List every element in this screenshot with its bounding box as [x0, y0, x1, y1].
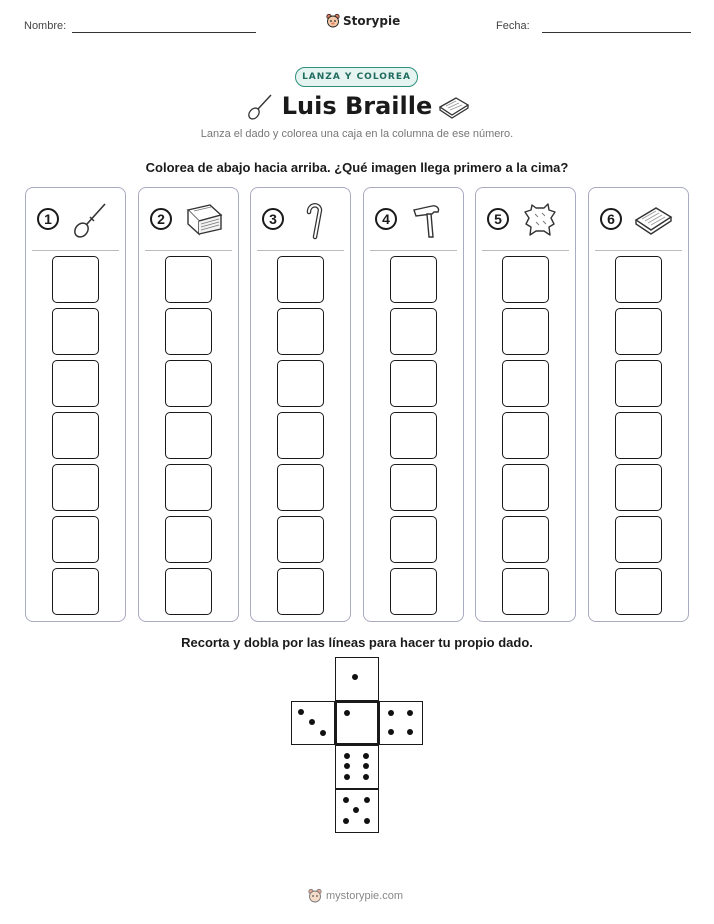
die-face-5 [335, 789, 379, 833]
pip [364, 797, 370, 803]
subtitle: Lanza el dado y colorea una caja en la columna de ese número. [200, 128, 514, 140]
color-box[interactable] [165, 360, 212, 407]
pip [388, 710, 394, 716]
pip [298, 709, 304, 715]
color-box[interactable] [615, 360, 662, 407]
pip [363, 753, 369, 759]
column-6 [588, 187, 689, 622]
pip [344, 763, 350, 769]
pip [352, 674, 358, 680]
die-face-4 [379, 701, 423, 745]
pip [344, 753, 350, 759]
column-number: 3 [262, 208, 284, 230]
color-box[interactable] [52, 360, 99, 407]
pip [343, 797, 349, 803]
color-box[interactable] [502, 568, 549, 615]
color-box[interactable] [502, 256, 549, 303]
name-line[interactable] [72, 32, 256, 33]
pip [407, 729, 413, 735]
column-separator [482, 250, 569, 251]
footer [308, 888, 403, 904]
pip [388, 729, 394, 735]
column-separator [370, 250, 457, 251]
column-separator [32, 250, 119, 251]
color-box[interactable] [165, 516, 212, 563]
color-box[interactable] [390, 360, 437, 407]
color-box[interactable] [277, 256, 324, 303]
color-box[interactable] [277, 412, 324, 459]
color-box[interactable] [615, 464, 662, 511]
column-2 [138, 187, 239, 622]
pip [407, 710, 413, 716]
color-box[interactable] [615, 412, 662, 459]
column-1 [25, 187, 126, 622]
column-separator [145, 250, 232, 251]
hammer-icon [408, 200, 448, 240]
color-box[interactable] [52, 256, 99, 303]
color-box[interactable] [502, 360, 549, 407]
braille-slate-icon [438, 95, 470, 119]
color-box[interactable] [52, 568, 99, 615]
color-box[interactable] [390, 308, 437, 355]
column-number: 4 [375, 208, 397, 230]
column-number: 1 [37, 208, 59, 230]
color-box[interactable] [615, 516, 662, 563]
instruction-top: Colorea de abajo hacia arriba. ¿Qué imagen llega primero a la cima? [145, 160, 569, 175]
color-box[interactable] [52, 412, 99, 459]
activity-badge: LANZA Y COLOREA [295, 67, 418, 87]
leather-hide-icon [520, 200, 560, 240]
stylus-awl-icon [70, 200, 110, 240]
book-icon [183, 200, 225, 240]
color-box[interactable] [52, 464, 99, 511]
color-box[interactable] [390, 568, 437, 615]
color-box[interactable] [502, 412, 549, 459]
pip [320, 730, 326, 736]
column-number: 2 [150, 208, 172, 230]
color-box[interactable] [390, 412, 437, 459]
instruction-bottom: Recorta y dobla por las líneas para hacer tu propio dado. [181, 635, 533, 650]
color-box[interactable] [390, 464, 437, 511]
column-3 [250, 187, 351, 622]
pip [363, 774, 369, 780]
pip [364, 818, 370, 824]
page-title: Luis Braille [281, 92, 433, 120]
pip [309, 719, 315, 725]
pip [344, 710, 350, 716]
storypie-mascot-icon [326, 13, 340, 29]
column-number: 5 [487, 208, 509, 230]
cane-icon [295, 200, 335, 240]
color-box[interactable] [277, 308, 324, 355]
pip [344, 774, 350, 780]
pip [343, 818, 349, 824]
color-box[interactable] [615, 308, 662, 355]
column-5 [475, 187, 576, 622]
die-face-3 [291, 701, 335, 745]
color-box[interactable] [615, 568, 662, 615]
column-4 [363, 187, 464, 622]
color-box[interactable] [165, 464, 212, 511]
color-box[interactable] [502, 308, 549, 355]
die-face-1 [335, 701, 379, 745]
brand-name: Storypie [343, 14, 401, 28]
color-box[interactable] [165, 308, 212, 355]
die-face-6 [335, 745, 379, 789]
color-box[interactable] [390, 256, 437, 303]
color-box[interactable] [165, 256, 212, 303]
pip [353, 807, 359, 813]
color-box[interactable] [52, 308, 99, 355]
column-number: 6 [600, 208, 622, 230]
color-box[interactable] [277, 464, 324, 511]
die-face-1 [335, 657, 379, 701]
date-label: Fecha: [496, 20, 530, 32]
color-box[interactable] [277, 360, 324, 407]
date-line[interactable] [542, 32, 691, 33]
braille-slate-icon [633, 200, 675, 240]
color-box[interactable] [502, 464, 549, 511]
color-box[interactable] [615, 256, 662, 303]
column-separator [595, 250, 682, 251]
color-box[interactable] [165, 568, 212, 615]
column-separator [257, 250, 344, 251]
pip [363, 763, 369, 769]
color-box[interactable] [165, 412, 212, 459]
color-box[interactable] [390, 516, 437, 563]
footer-url[interactable]: mystorypie.com [326, 890, 404, 902]
color-box[interactable] [277, 516, 324, 563]
color-box[interactable] [502, 516, 549, 563]
color-box[interactable] [52, 516, 99, 563]
brand-logo [326, 13, 400, 29]
color-box[interactable] [277, 568, 324, 615]
storypie-mascot-icon [308, 888, 322, 904]
name-label: Nombre: [24, 20, 67, 32]
